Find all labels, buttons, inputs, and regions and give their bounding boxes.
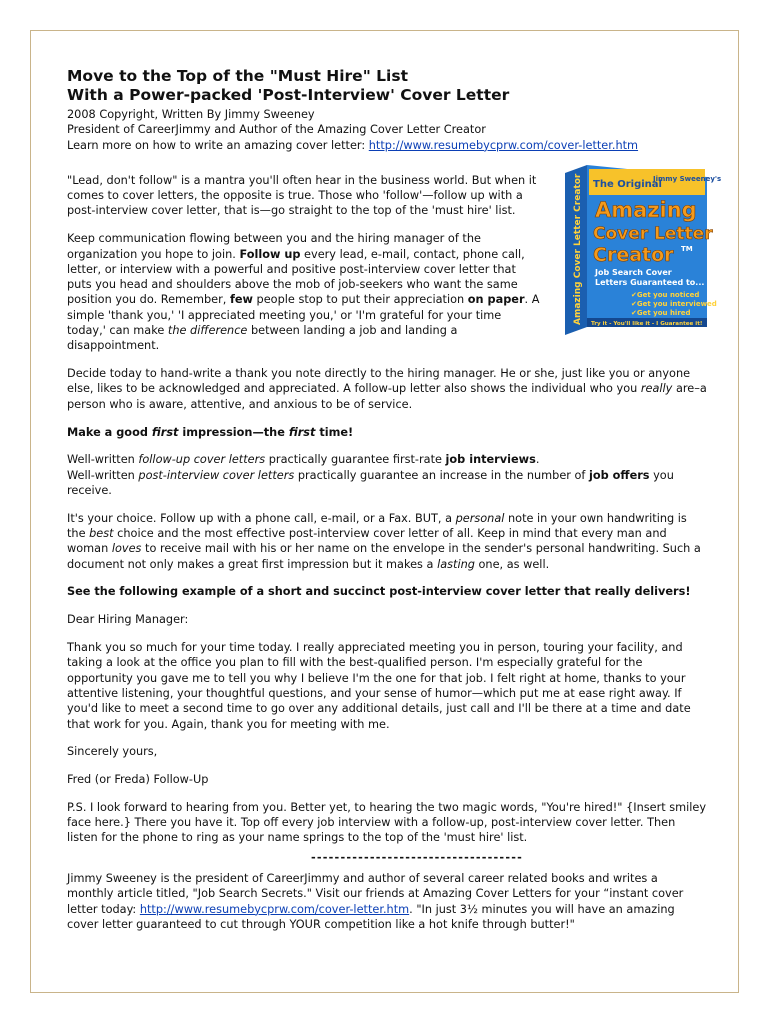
bio-link[interactable]: http://www.resumebycprw.com/cover-letter.htm <box>139 902 410 916</box>
box-text-side: Amazing Cover Letter Creator <box>573 173 583 325</box>
letter-signature: Fred (or Freda) Follow-Up <box>67 773 209 787</box>
box-text-amazing: Amazing <box>595 197 697 222</box>
box-text-original: The Original <box>593 178 662 190</box>
paragraph-well-written: Well-written follow-up cover letters practically guarantee first-rate job interviews. Well-written post-interview cover letters practically guarantee an increase in the number of job offers you receive. <box>67 453 674 497</box>
byline <box>67 107 707 153</box>
president-line: President of CareerJimmy and Author of the Amazing Cover Letter Creator <box>67 123 486 137</box>
box-check-3: ✔Get you hired <box>631 308 691 317</box>
heading-example: See the following example of a short and succinct post-interview cover letter that really delivers! <box>67 585 691 599</box>
intro-section <box>67 173 722 354</box>
learn-more-line: Learn more on how to write an amazing cover letter: http://www.resumebycprw.com/cover-letter.htm <box>67 138 639 152</box>
paragraph-keep-communication: Keep communication flowing between you and the hiring manager of the organization you hope to join. Follow up every lead, e-mail, contact, phone call, letter, or interview with a powerful and positive post-interview cover letter that puts you head and shoulders above the mob of job-seekers who want the same position you do. Remember, few people stop to put their appreciation on paper. A simple 'thank you,' 'I appreciated meeting you,' or 'I'm grateful for your time today,' can make the difference between landing a job and landing a disappointment. <box>67 232 540 353</box>
letter-ps: P.S. I look forward to hearing from you. Better yet, to hearing the two magic words, "You're hired!" {Insert smiley face here.} There you have it. Top off every job interview with a follow-up, post-interview cover letter. Then listen for the phone to ring as your name springs to the top of the 'must hire' list. <box>67 800 707 845</box>
box-check-2: ✔Get you interviewed <box>631 299 717 308</box>
learn-more-link[interactable]: http://www.resumebycprw.com/cover-letter.htm <box>368 138 639 152</box>
box-check-1: ✔Get you noticed <box>631 290 700 299</box>
box-text-tm: TM <box>681 244 693 253</box>
box-text-cover: Cover Letter <box>593 223 713 244</box>
paragraph-hand-write: Decide today to hand-write a thank you note directly to the hiring manager. He or she, just like you or anyone else, likes to be acknowledged and appreciated. A follow-up letter also shows the individual who you really are–a person who is aware, attentive, and anxious to be of service. <box>67 367 707 411</box>
letter-closing: Sincerely yours, <box>67 745 158 759</box>
box-text-author: Jimmy Sweeney's <box>653 174 722 183</box>
title-line-2: With a Power-packed 'Post-Interview' Cover Letter <box>67 86 510 104</box>
paragraph-lead-dont-follow: "Lead, don't follow" is a mantra you'll often hear in the business world. But when it comes to cover letters, the opposite is true. Those who 'follow'—follow up with a post-interview cover letter, that is—go straight to the top of the 'must hire' list. <box>67 173 537 218</box>
paragraph-your-choice: It's your choice. Follow up with a phone call, e-mail, or a Fax. BUT, a personal note in your own handwriting is the best choice and the most effective post-interview cover letter of all. Keep in mind that every man and woman loves to receive mail with his or her name on the envelope in the sender's personal handwriting. Such a document not only makes a great first impression but it makes a lasting one, as well. <box>67 511 701 571</box>
letter-body: Thank you so much for your time today. I really appreciated meeting you in person, touring your facility, and taking a look at the office you plan to fill with the best-qualified person. I'm especially grateful for the opportunity you gave me to tell you why I believe I'm the one for that job. I felt right at home, thanks to your attentive listening, your thoughtful questions, and your sense of humor—which put me at ease right away. If you'd like to meet a second time to go over any additional details, just call and I'll be there at a time and date that work for you. Again, thank you for meeting with me. <box>67 641 691 731</box>
product-box-image <box>561 165 722 337</box>
copyright-line: 2008 Copyright, Written By Jimmy Sweeney <box>67 108 315 121</box>
section-divider: ------------------------------------ <box>311 850 523 864</box>
box-text-sub2: Letters Guaranteed to... <box>595 277 705 287</box>
title-line-1: Move to the Top of the "Must Hire" List <box>67 67 408 85</box>
box-text-creator: Creator <box>593 243 674 266</box>
author-bio: Jimmy Sweeney is the president of CareerJimmy and author of several career related books and writes a monthly article titled, "Job Search Secrets." Visit our friends at Amazing Cover Letters for your “instant cover letter today: http://www.resumebycprw.com/cover-letter.htm. "In just 3½ minutes you will have an amazing cover letter guaranteed to cut through YOUR competition like a hot knife through butter!" <box>67 872 684 931</box>
box-text-sub1: Job Search Cover <box>595 267 672 277</box>
letter-salutation: Dear Hiring Manager: <box>67 613 189 627</box>
heading-first-impression: Make a good first impression—the first time! <box>67 425 354 439</box>
document <box>67 67 722 945</box>
box-text-footer: Try it - You'll like it - I Guarantee it! <box>591 320 703 327</box>
